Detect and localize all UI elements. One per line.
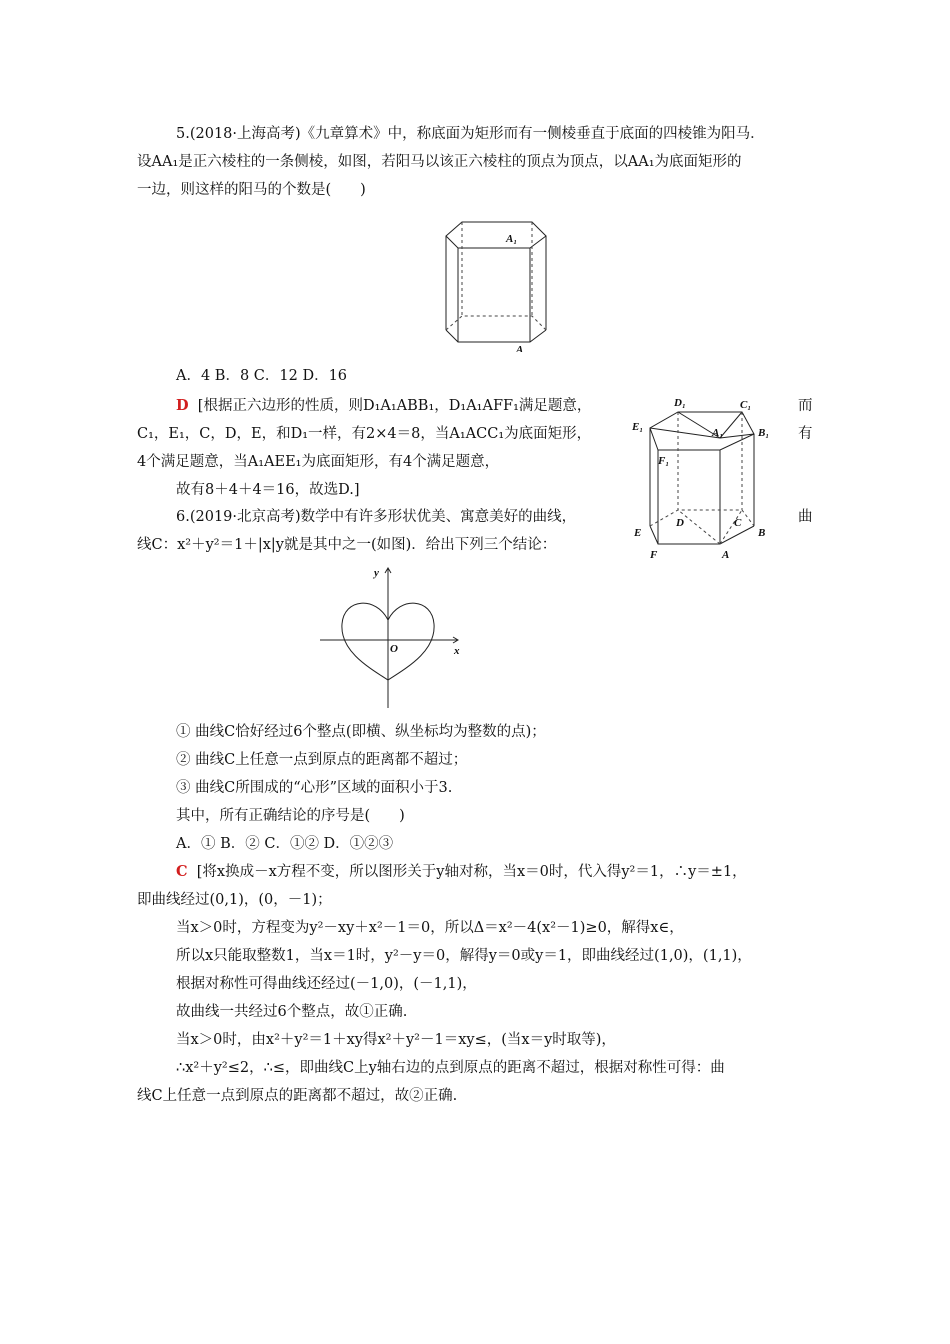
label-e: E (634, 527, 642, 539)
ans6-text-1: [将x换成－x方程不变，所以图形关于y轴对称，当x＝0时，代入得y²＝1，∴y＝±1， (196, 864, 747, 880)
label-a: A (722, 549, 730, 561)
ans6-letter: C (176, 863, 188, 880)
q6-line-1-end: 曲 (798, 509, 813, 525)
labeled-prism-figure (630, 392, 790, 564)
label-f1: F₁ (658, 455, 670, 467)
q6-conclusion-1: ① 曲线C恰好经过6个整点(即横、纵坐标均为整数的点)； (176, 724, 546, 740)
ans6-line-9: 线C上任意一点到原点的距离都不超过，故②正确. (137, 1088, 458, 1104)
ans5-letter: D (176, 397, 189, 414)
q6-line-2: 线C：x²＋y²＝1＋|x|y就是其中之一(如图)．给出下列三个结论： (137, 537, 557, 553)
label-a1: A₁ (506, 233, 518, 245)
ans6-line-4: 所以x只能取整数1，当x＝1时，y²－y＝0，解得y＝0或y＝1，即曲线经过(1,0)，(1,1)， (176, 948, 752, 964)
ans6-line-2: 即曲线经过(0,1)，(0，－1)； (137, 892, 332, 908)
ans6-line-3: 当x＞0时，方程变为y²－xy＋x²－1＝0，所以Δ＝x²－4(x²－1)≥0，解得x∈， (176, 920, 684, 936)
q5-line-3: 一边，则这样的阳马的个数是( ) (137, 182, 366, 198)
ans5-line-3: 4个满足题意，当A₁AEE₁为底面矩形，有4个满足题意， (137, 454, 500, 470)
label-a1: A₁ (712, 427, 724, 439)
q6-conclusion-3: ③ 曲线C所围成的“心形”区域的面积小于3. (176, 780, 453, 796)
label-c: C (734, 517, 742, 529)
ans5-line-4: 故有8＋4＋4＝16，故选D.] (176, 482, 360, 498)
q5-options: A．4 B．8 C．12 D．16 (176, 368, 348, 384)
label-e1: E₁ (632, 421, 644, 433)
q5-line-2: 设AA₁是正六棱柱的一条侧棱，如图，若阳马以该正六棱柱的顶点为顶点，以AA₁为底面矩形的 (137, 154, 742, 170)
ans6-line-1 (176, 862, 747, 882)
label-a: A (516, 344, 524, 352)
ans6-line-5: 根据对称性可得曲线还经过(－1,0)，(－1,1)， (176, 976, 477, 992)
label-c1: C₁ (740, 399, 752, 411)
ans6-line-7: 当x＞0时，由x²＋y²＝1＋xy得x²＋y²－1＝xy≤，(当x＝y时取等)， (176, 1032, 616, 1048)
q6-conclusion-2: ② 曲线C上任意一点到原点的距离都不超过； (176, 752, 468, 768)
label-y: y (374, 567, 379, 579)
ans5-line-1-end: 而 (798, 398, 813, 414)
heart-curve-figure (316, 562, 476, 712)
q6-line-1: 6.(2019·北京高考)数学中有许多形状优美、寓意美好的曲线， (176, 509, 577, 525)
label-f: F (650, 549, 658, 561)
q6-ask: 其中，所有正确结论的序号是( ) (176, 808, 405, 824)
ans5-text-1: [根据正六边形的性质，则D₁A₁ABB₁，D₁A₁AFF₁满足题意， (197, 398, 592, 414)
ans6-line-6: 故曲线一共经过6个整点，故①正确. (176, 1004, 408, 1020)
label-b: B (758, 527, 766, 539)
label-x: x (454, 645, 460, 657)
label-d1: D₁ (674, 397, 686, 409)
label-b1: B₁ (758, 427, 770, 439)
label-o: O (390, 643, 398, 655)
ans5-line-2: C₁，E₁，C，D，E，和D₁一样，有2×4＝8，当A₁ACC₁为底面矩形， (137, 426, 592, 442)
hexagonal-prism-figure (440, 212, 560, 352)
ans6-line-8: ∴x²＋y²≤2，∴≤，即曲线C上y轴右边的点到原点的距离不超过，根据对称性可得：曲 (176, 1060, 725, 1076)
ans5-line-2-end: 有 (798, 426, 813, 442)
ans5-line-1 (176, 396, 591, 416)
q6-options: A．① B．② C．①② D．①②③ (176, 836, 394, 852)
q5-line-1: 5.(2018·上海高考)《九章算术》中，称底面为矩形而有一侧棱垂直于底面的四棱锥为阳马． (176, 126, 765, 142)
label-d: D (676, 517, 684, 529)
